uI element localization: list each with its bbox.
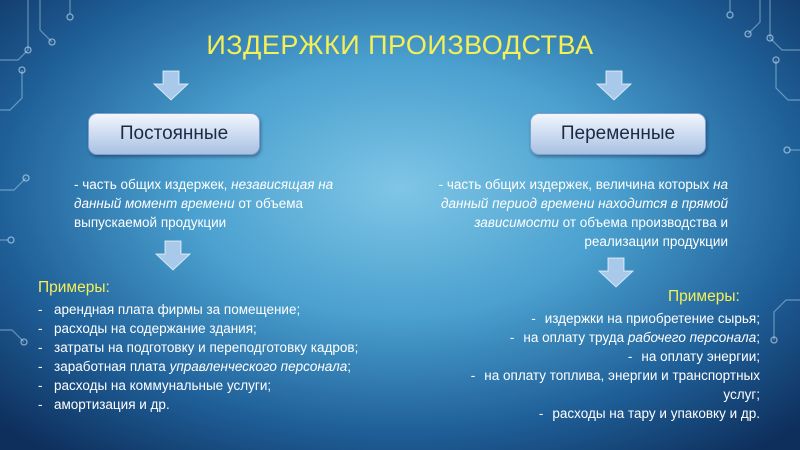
definition-emphasis: на данный период времени находится в прямой зависимости <box>441 177 728 230</box>
arrow-down-icon <box>154 240 192 272</box>
list-item-text: расходы на содержание здания; <box>54 321 257 336</box>
list-item-text: амортизация и др. <box>54 397 170 412</box>
list-item-text: заработная плата <box>54 359 170 374</box>
definition-emphasis: независящая на данный момент времени <box>74 177 334 211</box>
list-item <box>36 357 386 376</box>
list-item-text: ; <box>756 330 760 345</box>
list-item <box>36 395 386 414</box>
list-item-text: арендная плата фирмы за помещение; <box>54 302 301 317</box>
list-bullet: - <box>627 349 633 364</box>
list-item-text: затраты на подготовку и переподготовку кадров; <box>54 340 359 355</box>
arrow-down-icon <box>152 70 190 102</box>
list-item <box>440 366 760 404</box>
list-item <box>440 404 760 423</box>
list-item <box>36 300 386 319</box>
list-item <box>440 347 760 366</box>
definition-text: от объема производства и реализации продукции <box>558 215 728 249</box>
variable-examples-title: Примеры: <box>668 288 740 305</box>
fixed-costs-definition <box>74 175 374 232</box>
fixed-costs-box: Постоянные <box>88 113 260 155</box>
list-item-emphasis: рабочего персонала <box>627 330 757 345</box>
fixed-examples-title: Примеры: <box>38 279 110 296</box>
variable-costs-box: Переменные <box>530 113 706 155</box>
list-item <box>440 309 760 328</box>
list-item-text: на оплату энергии; <box>641 349 760 364</box>
arrow-down-icon <box>595 70 633 102</box>
arrow-down-icon <box>597 257 635 289</box>
list-item-text: на оплату труда <box>523 330 628 345</box>
variable-examples-list <box>440 309 760 423</box>
list-item <box>36 376 386 395</box>
fixed-examples-list <box>36 300 386 414</box>
definition-text: - часть общих издержек, величина которых <box>438 177 714 192</box>
list-item-text: на оплату топлива, энергии и транспортных услуг; <box>484 368 760 402</box>
list-bullet: - <box>531 311 536 326</box>
definition-text: - часть общих издержек, <box>74 177 232 192</box>
variable-costs-definition <box>436 175 728 251</box>
list-item-text: издержки на приобретение сырья; <box>544 311 760 326</box>
slide-title: ИЗДЕРЖКИ ПРОИЗВОДСТВА <box>206 30 594 60</box>
list-bullet: - <box>509 330 515 345</box>
list-item-text: расходы на коммунальные услуги; <box>54 378 272 393</box>
list-bullet: - <box>470 368 476 383</box>
list-item <box>440 328 760 347</box>
list-item <box>36 338 386 357</box>
list-item-text: ; <box>347 359 352 374</box>
list-item-text: расходы на тару и упаковку и др. <box>552 406 760 421</box>
definition-text: от объема выпускаемой продукции <box>74 196 304 230</box>
list-item-emphasis: управленческого персонала <box>169 359 348 374</box>
list-bullet: - <box>538 406 544 421</box>
list-item <box>36 319 386 338</box>
